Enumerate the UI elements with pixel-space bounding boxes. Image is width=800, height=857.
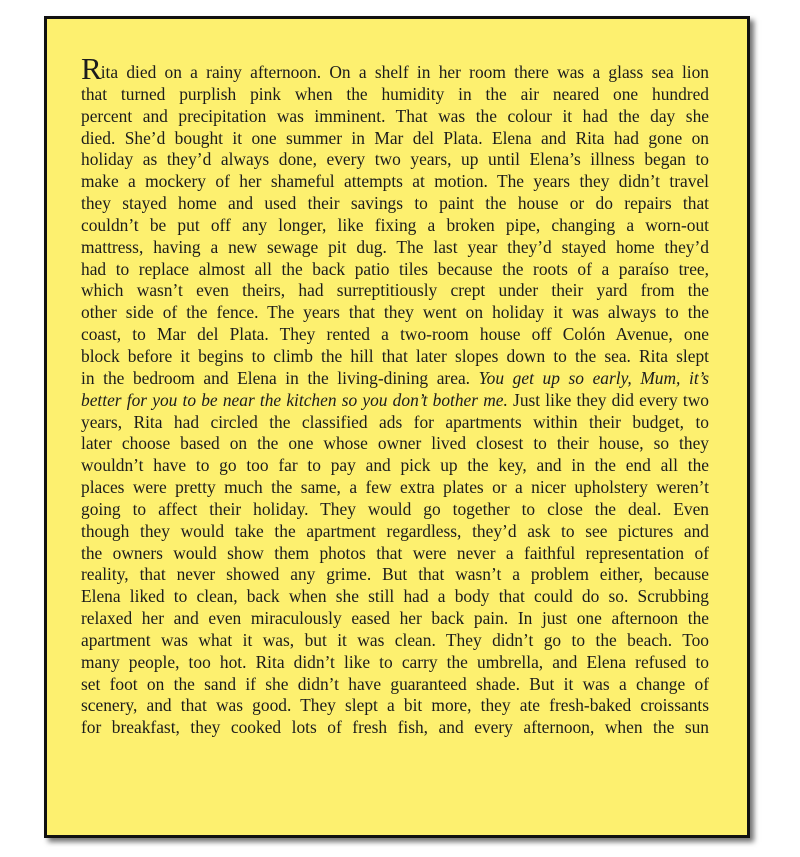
text-line <box>81 477 709 499</box>
text-line <box>81 521 709 543</box>
text-line <box>81 499 709 521</box>
text-line <box>81 695 709 717</box>
text-segment: scenery, and that was good. They slept a bit more, they ate fresh-baked croissants <box>81 695 709 716</box>
text-line <box>81 455 709 477</box>
text-segment: make a mockery of her shameful attempts at motion. The years they didn’t travel <box>81 171 709 192</box>
italic-text-segment: You get up so early, Mum, it’s <box>478 367 709 388</box>
text-segment: which wasn’t even theirs, had surreptitiously crept under their yard from the <box>81 280 709 301</box>
text-line <box>81 215 709 237</box>
text-segment: though they would take the apartment regardless, they’d ask to see pictures and <box>81 520 709 541</box>
text-segment: relaxed her and even miraculously eased her back pain. In just one afternoon the <box>81 608 709 629</box>
text-line <box>81 543 709 565</box>
text-line <box>81 259 709 281</box>
page-frame <box>44 16 750 838</box>
text-line <box>81 324 709 346</box>
text-line <box>81 149 709 171</box>
text-line <box>81 630 709 652</box>
text-segment: in the bedroom and Elena in the living-dining area. <box>81 367 479 388</box>
text-line <box>81 586 709 608</box>
text-line <box>81 171 709 193</box>
text-segment: had to replace almost all the back patio tiles because the roots of a paraíso tree, <box>81 258 709 279</box>
text-segment: ita died on a rainy afternoon. On a shelf in her room there was a glass sea lion <box>100 62 709 82</box>
text-segment: the owners would show them photos that were never a faithful representation of <box>81 542 709 563</box>
text-line <box>81 564 709 586</box>
text-segment: mattress, having a new sewage pit dug. The last year they’d stayed home they’d <box>81 236 709 257</box>
text-segment: holiday as they’d always done, every two years, up until Elena’s illness began to <box>81 149 709 170</box>
text-line <box>81 368 709 390</box>
text-line <box>81 128 709 150</box>
text-line <box>81 652 709 674</box>
text-segment: years, Rita had circled the classified ads for apartments within their budget, to <box>81 411 709 432</box>
drop-cap: R <box>81 59 101 84</box>
text-line <box>81 84 709 106</box>
text-line <box>81 346 709 368</box>
text-segment: that turned purplish pink when the humidity in the air neared one hundred <box>81 83 709 104</box>
body-paragraph <box>81 57 709 739</box>
text-line <box>81 717 709 739</box>
text-segment: wouldn’t have to go too far to pay and pick up the key, and in the end all the <box>81 455 709 476</box>
text-line <box>81 280 709 302</box>
text-segment: they stayed home and used their savings to paint the house or do repairs that <box>81 193 709 214</box>
text-segment: block before it begins to climb the hill that later slopes down to the sea. Rita slept <box>81 345 709 366</box>
text-segment: places were pretty much the same, a few extra plates or a nicer upholstery weren’t <box>81 477 709 498</box>
text-line <box>81 433 709 455</box>
text-line <box>81 59 709 84</box>
text-segment: other side of the fence. The years that they went on holiday it was always to the <box>81 302 709 323</box>
text-segment: set foot on the sand if she didn’t have guaranteed shade. But it was a change of <box>81 673 709 694</box>
text-segment: percent and precipitation was imminent. That was the colour it had the day she <box>81 105 709 126</box>
text-line <box>81 193 709 215</box>
text-line <box>81 608 709 630</box>
text-segment: Elena liked to clean, back when she still had a body that could do so. Scrubbing <box>81 586 709 607</box>
text-segment: died. She’d bought it one summer in Mar del Plata. Elena and Rita had gone on <box>81 127 709 148</box>
text-segment: many people, too hot. Rita didn’t like to carry the umbrella, and Elena refused to <box>81 651 709 672</box>
text-line <box>81 302 709 324</box>
text-segment: coast, to Mar del Plata. They rented a two-room house off Colón Avenue, one <box>81 324 709 345</box>
text-segment: apartment was what it was, but it was clean. They didn’t go to the beach. Too <box>81 629 709 650</box>
text-segment: couldn’t be put off any longer, like fixing a broken pipe, changing a worn-out <box>81 214 709 235</box>
text-segment: later choose based on the one whose owner lived closest to their house, so they <box>81 433 709 454</box>
text-segment: Just like they did every two <box>507 389 709 410</box>
text-segment: going to affect their holiday. They would go together to close the deal. Even <box>81 498 709 519</box>
text-segment: for breakfast, they cooked lots of fresh fish, and every afternoon, when the sun <box>81 717 709 738</box>
text-line <box>81 106 709 128</box>
text-line <box>81 674 709 696</box>
text-line <box>81 412 709 434</box>
text-line <box>81 237 709 259</box>
text-segment: reality, that never showed any grime. But that wasn’t a problem either, because <box>81 564 709 585</box>
text-line <box>81 390 709 412</box>
italic-text-segment: better for you to be near the kitchen so you don’t bother me. <box>81 389 508 410</box>
